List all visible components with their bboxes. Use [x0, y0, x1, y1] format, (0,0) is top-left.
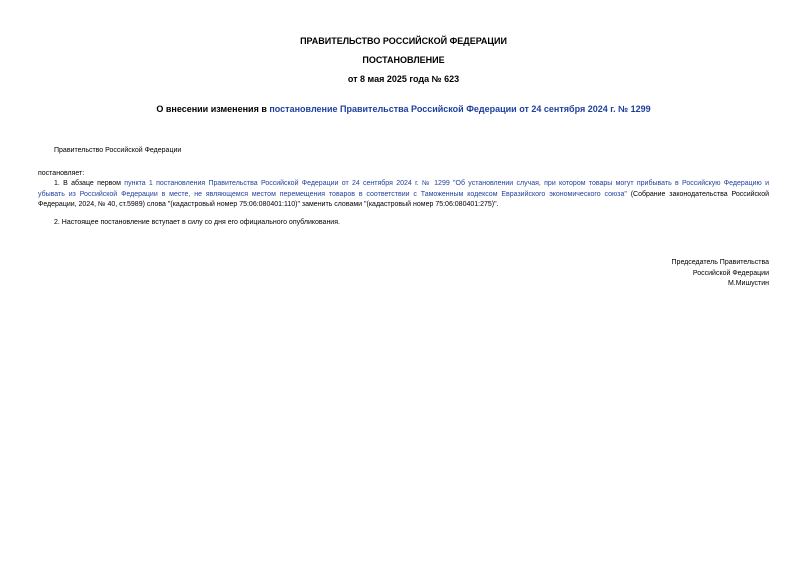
paragraph-1-line-2: [38, 190, 769, 201]
signature-name: М.Мишустин: [727, 280, 769, 287]
signature-block: [672, 258, 769, 290]
paragraph-1: [38, 179, 769, 211]
document-title: [0, 104, 807, 115]
signature-position-2: Российской Федерации: [692, 269, 769, 277]
paragraph-1-line-1: [38, 179, 769, 190]
paragraph-1-line-3: Федерации, 2024, № 40, ст.5989) слова "(кадастровый номер 75:06:080401:110)" заменить словами "(кадастровый номер 75:06:080401:275)".: [38, 201, 499, 208]
government-line: Правительство Российской Федерации: [54, 147, 182, 154]
title-prefix: О внесении изменения в: [156, 104, 270, 114]
paragraph-1-link-part-1[interactable]: пункта 1 постановления Правительства Российской Федерации от 24 сентября 2024 г. № 1299 "Об установлении случая, при котором товары могут прибывать в Российскую Федерацию и: [124, 180, 769, 187]
paragraph-1-source: (Собрание законодательства Российской: [626, 190, 770, 198]
issuing-authority: ПРАВИТЕЛЬСТВО РОССИЙСКОЙ ФЕДЕРАЦИИ: [300, 36, 507, 46]
paragraph-1-link-part-2[interactable]: убывать из Российской Федерации в месте, не являющемся местом перемещения товаров в соответствии с Таможенным кодексом Евразийского экономического союза": [38, 190, 627, 198]
document-date-number: от 8 мая 2025 года № 623: [347, 74, 460, 84]
paragraph-1-prefix: 1. В абзаце первом: [54, 180, 125, 187]
document-type: ПОСТАНОВЛЕНИЕ: [362, 55, 445, 65]
signature-position-1: Председатель Правительства: [671, 259, 769, 266]
paragraph-2: 2. Настоящее постановление вступает в силу со дня его официального опубликования.: [54, 219, 340, 226]
title-link[interactable]: постановление Правительства Российской Федерации от 24 сентября 2024 г. № 1299: [269, 104, 651, 114]
decides-line: постановляет:: [38, 170, 85, 177]
